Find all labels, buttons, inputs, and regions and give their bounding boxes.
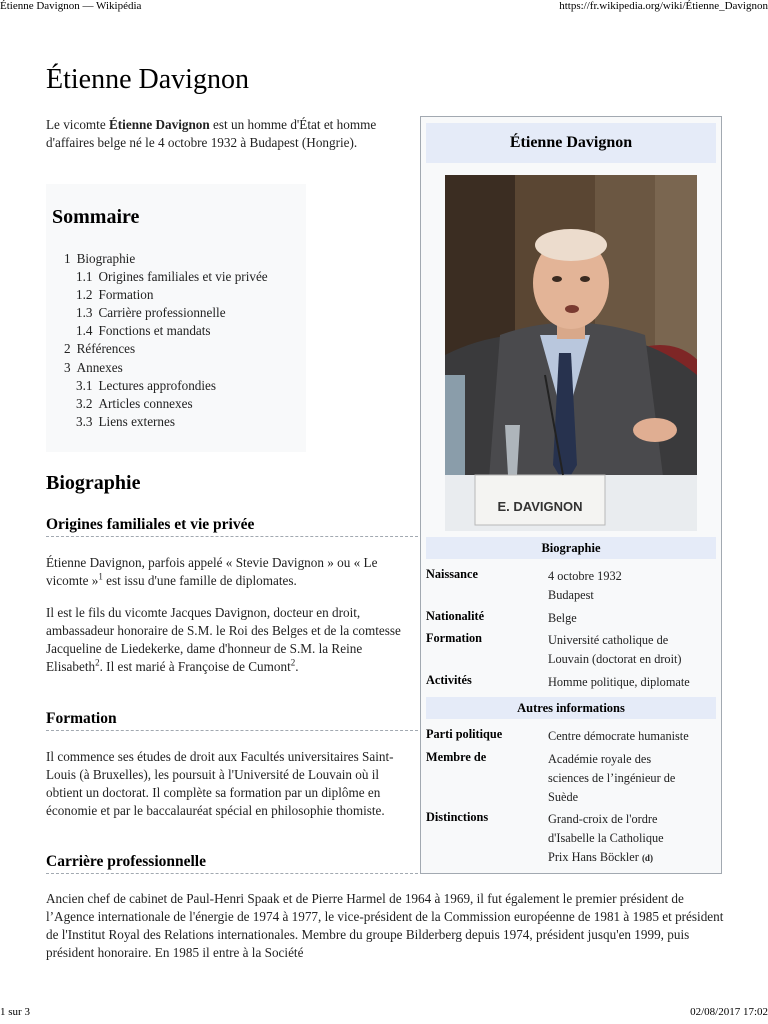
page-title: Étienne Davignon (46, 64, 249, 95)
toc-item-articles[interactable]: 3.2 Articles connexes (76, 395, 193, 411)
table-of-contents (46, 184, 306, 452)
print-header-title: Étienne Davignon — Wikipédia (0, 0, 142, 12)
portrait-image-illustration (445, 175, 697, 531)
toc-item-lectures[interactable]: 3.1 Lectures approfondies (76, 377, 217, 393)
birth-date[interactable]: 4 octobre 1932 (548, 569, 622, 583)
origines-paragraph-1: Étienne Davignon, parfois appelé « Stevie Davignon » ou « Le vicomte »$^1$ est issu d'une famille de diplomates. (46, 555, 378, 588)
toc-item-fonctions[interactable]: 1.4 Fonctions et mandats (76, 323, 211, 339)
footnote-ref-1[interactable]: 1 (98, 571, 103, 582)
infobox-section-autres: Autres informations (426, 697, 716, 719)
toc-title: Sommaire (52, 206, 140, 228)
subsection-heading-formation: Formation (46, 710, 418, 731)
subsection-heading-carriere: Carrière professionnelle (46, 853, 418, 874)
party-value[interactable]: Centre démocrate humaniste (548, 729, 689, 743)
toc-item-carriere[interactable]: 1.3 Carrière professionnelle (76, 305, 226, 321)
activities-value[interactable]: Homme politique, diplomate (548, 675, 690, 689)
toc-item-origines[interactable]: 1.1 Origines familiales et vie privée (76, 269, 268, 285)
birth-place[interactable]: Budapest (548, 588, 594, 602)
distinction-1[interactable]: Grand-croix de l'ordre (548, 812, 658, 826)
toc-item-liens[interactable]: 3.3 Liens externes (76, 413, 176, 429)
nameplate-text: E. DAVIGNON (497, 499, 583, 514)
print-header (0, 0, 768, 16)
print-timestamp: 02/08/2017 17:02 (690, 1006, 768, 1018)
toc-item-biographie[interactable]: 1 Biographie (64, 251, 136, 266)
infobox-title: Étienne Davignon (426, 123, 716, 163)
education-value[interactable]: Université catholique de (548, 633, 669, 647)
toc-list (46, 250, 306, 431)
toc-item-annexes[interactable]: 3 Annexes (64, 359, 123, 375)
page-counter: 1 sur 3 (0, 1006, 30, 1018)
nationality-value[interactable]: Belge (548, 611, 577, 625)
lede-paragraph: Le vicomte Étienne Davignon est un homme d'État et homme d'affaires belge né le 4 octobre 1932 à Budapest (Hongrie). (46, 117, 377, 150)
lede-subject: Étienne Davignon (108, 117, 210, 132)
toc-item-references[interactable]: 2 Références (64, 341, 136, 357)
subsection-heading-origines: Origines familiales et vie privée (46, 516, 418, 537)
portrait-photo[interactable] (445, 175, 697, 531)
toc-item-formation[interactable]: 1.2 Formation (76, 287, 154, 303)
print-footer (0, 1006, 768, 1022)
wikidata-link[interactable]: (d) (641, 853, 653, 863)
carriere-paragraph: Ancien chef de cabinet de Paul-Henri Spaak et de Pierre Harmel de 1964 à 1969, il fut également le premier président de l’Agence internationale de l'énergie de 1974 à 1977, le vice-président de la Commission européenne de 1981 à 1985 et président de l'Institut Royal des Relations internationales. Membre du groupe Bilderberg depuis 1974, président jusqu'en 1999, puis président honoraire. En 1985 il entre à la Société (46, 891, 724, 960)
formation-paragraph: Il commence ses études de droit aux Facultés universitaires Saint-Louis (à Bruxelles), les poursuit à l'Université de Louvain où il obtient un doctorat. Il complète sa formation par un diplôme en économie et par le baccalauréat spécial en philosophie thomiste. (46, 749, 394, 818)
footnote-ref-2b[interactable]: 2 (290, 657, 296, 668)
section-heading-biographie: Biographie (46, 472, 141, 494)
distinction-2[interactable]: Prix Hans Böckler (548, 850, 639, 864)
infobox: Étienne Davignon E. DAVIGNON Biographie Naissance 4 octobre 1932 Budapest Nationalité Belge Formation Université catholique de Louvain (doctorat en droit) Activités Homme politique, diplomate Autres informations Parti politique Centre démocrate humaniste Membre de Académie royale des sciences de l’ingénieur de Suède Distinctions Grand-croix de l'ordre d'Isabelle la Catholique Prix Hans Böckler (d) (420, 116, 722, 874)
origines-paragraph-2: Il est le fils du vicomte Jacques Davignon, docteur en droit, ambassadeur honoraire de S.M. le Roi des Belges et de la comtesse Jacqueline de Liedekerke, dame d'honneur de S.M. la Reine Elisabeth$^2$. Il est marié à Françoise de Cumont$^2$. (46, 605, 401, 674)
infobox-section-biographie: Biographie (426, 537, 716, 559)
print-header-url[interactable]: https://fr.wikipedia.org/wiki/Étienne_Davignon (559, 0, 768, 12)
footnote-ref-2[interactable]: 2 (95, 657, 100, 668)
membership-value[interactable]: Académie royale des (548, 752, 652, 766)
